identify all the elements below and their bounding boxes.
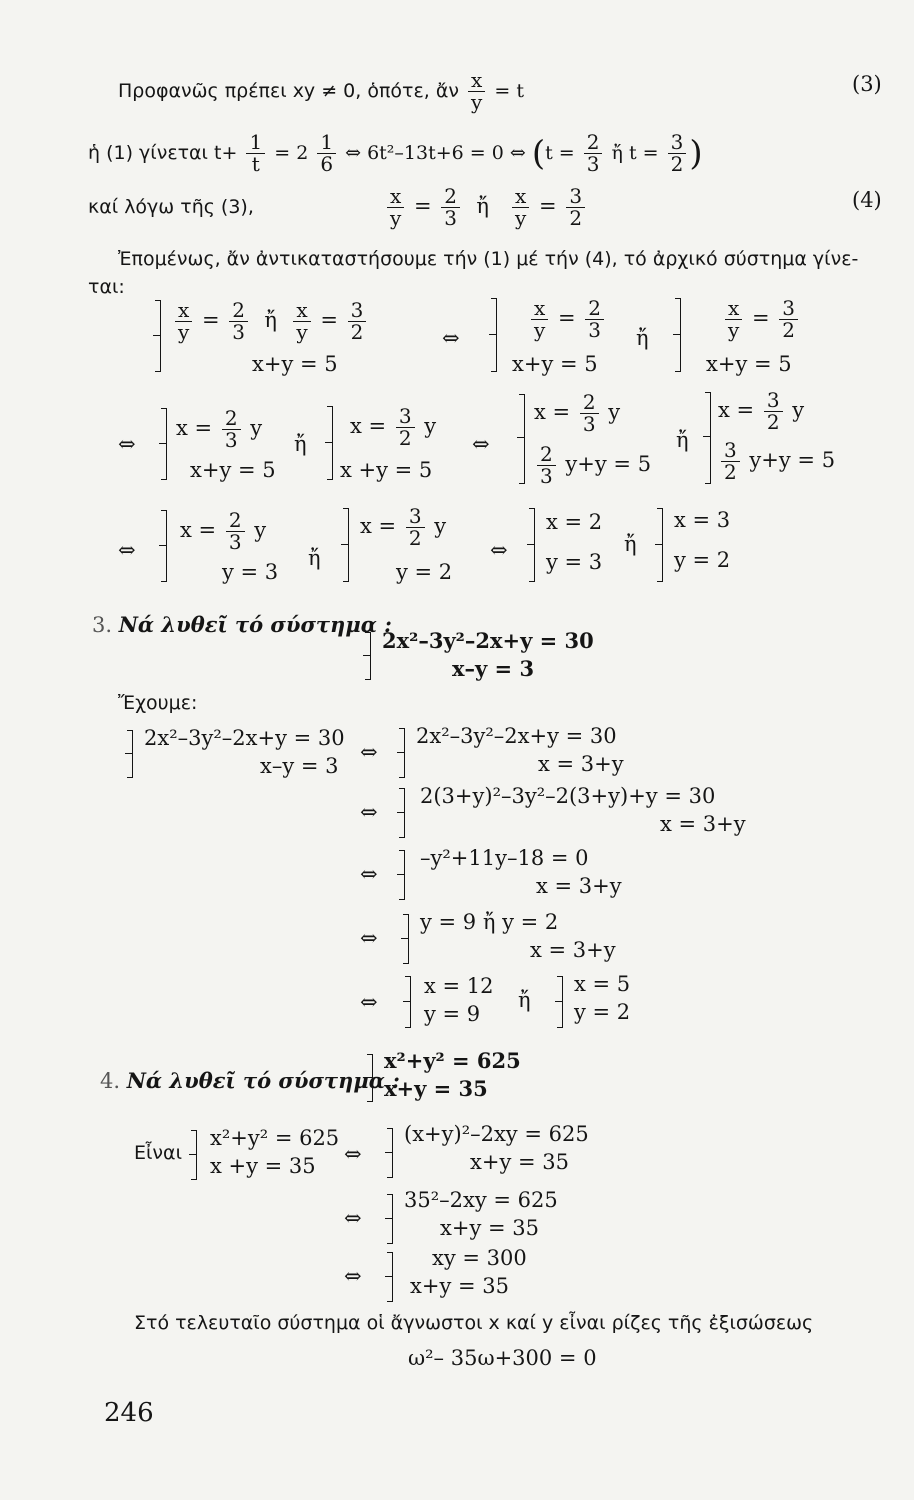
fraction-3-over-2: $\frac{3}{2}$ [668,132,687,175]
ex3-step6-row4: y = 2 [574,1000,631,1024]
y-var: y [424,414,437,438]
sys3-b-row2: y = 2 [396,560,453,584]
final-equation: ω²– 35ω+300 = 0 [408,1346,597,1370]
y-var: y [792,398,805,422]
ex4-step1-row1: x²+y² = 625 [210,1126,340,1150]
fraction-3-over-2: $\frac{3}{2}$ [764,390,783,433]
sys2-d-row2 [718,440,835,483]
or-word: ἤ [308,546,321,570]
sys3-c-row1: x = 2 [546,510,603,534]
brace [196,1130,197,1180]
ex4-step2-row1: (x+y)²–2xy = 625 [404,1122,589,1146]
sys2-c-row1 [534,392,620,435]
equation-tag-4: (4) [852,188,882,212]
brace [370,632,371,680]
equation-tag-3: (3) [852,72,882,96]
exercise-number: 3. [92,613,113,637]
or-t-equals: ἤ t = [611,142,659,164]
exercise-title: Νά λυθεῖ τό σύστημα : [118,612,392,637]
iff-symbol: ⇔ [344,1264,362,1288]
fraction-3-over-2: $\frac{3}{2}$ [721,440,740,483]
sys3-d-row2: y = 2 [674,548,731,572]
sys2-c-row2 [534,444,651,487]
fraction-x-over-y: $\frac{x}{y}$ [468,70,485,113]
fraction-1-over-6: $\frac{1}{6}$ [317,132,336,175]
ex4-step3-row2: x+y = 35 [440,1216,539,1240]
ex3-step3-row1: 2(3+y)²–3y²–2(3+y)+y = 30 [420,784,716,808]
sys3-a-row1 [180,510,266,553]
fraction-x-over-y: $\frac{x}{y}$ [175,300,192,343]
brace [662,508,663,582]
ex3-step5-row2: x = 3+y [530,938,616,962]
ex4-eq2: x+y = 35 [384,1076,488,1101]
final-sentence: Στό τελευταῖο σύστημα οἱ ἄγνωστοι x καί y εἶναι ρίζες τῆς ἐξισώσεως [134,1312,814,1334]
sys3-c-row2: y = 3 [546,550,603,574]
iff-symbol: ⇔ [344,1142,362,1166]
fraction-2-over-3: $\frac{2}{3}$ [229,300,248,343]
or-word: ἤ [624,532,637,556]
brace [404,728,405,778]
sys1-c-row2: x+y = 5 [706,352,792,376]
equation-text: y+y = 5 [565,452,652,476]
or-word: ἤ [676,428,689,452]
fraction-2-over-3: $\frac{2}{3}$ [585,298,604,341]
fraction-2-over-3: $\frac{2}{3}$ [226,510,245,553]
fraction-3-over-2: $\frac{3}{2}$ [406,506,425,549]
quadratic-in-t: ⇔ 6t²–13t+6 = 0 ⇔ [345,142,526,164]
equals-2: = 2 [274,142,309,164]
fraction-x-over-y: $\frac{x}{y}$ [725,298,742,341]
iff-symbol: ⇔ [118,538,136,562]
t-equals: t = [545,142,581,164]
ex3-eq1: 2x²–3y²–2x+y = 30 [382,628,594,653]
fraction-x-over-y-2: $\frac{x}{y}$ [293,300,310,343]
x-equals: x = [534,400,571,424]
brace [524,394,525,484]
brace [408,914,409,964]
ex4-step4-row2: x+y = 35 [410,1274,509,1298]
ex3-step6-row2: y = 9 [424,1002,481,1026]
brace [160,300,161,372]
fraction-2-over-3: $\frac{2}{3}$ [580,392,599,435]
sys3-a-row2: y = 3 [222,560,279,584]
sys2-b-row1 [350,406,436,449]
line5-text: ται: [88,276,125,298]
brace [410,976,411,1028]
fraction-3-over-2: $\frac{3}{2}$ [396,406,415,449]
close-paren: ) [689,133,703,174]
brace [166,408,167,480]
ex3-step2-row2: x = 3+y [538,752,624,776]
fraction-2-over-3: $\frac{2}{3}$ [584,132,603,175]
x-equals: x = [176,416,213,440]
brace [372,1054,373,1102]
have-label: Ἔχουμε: [118,692,198,714]
brace [348,508,349,582]
ex4-eq1: x²+y² = 625 [384,1048,521,1073]
sys1-b-row2: x+y = 5 [512,352,598,376]
sys1-b-row1: $\frac{x}{y}$ = $\frac{2}{3}$ [528,298,607,341]
y-var: y [254,518,267,542]
iff-symbol: ⇔ [360,926,378,950]
ex3-step1-row1: 2x²–3y²–2x+y = 30 [144,726,345,750]
brace [332,406,333,480]
ex3-step1-row2: x–y = 3 [260,754,339,778]
ex4-step2-row2: x+y = 35 [470,1150,569,1174]
brace [496,298,497,372]
equals: = [414,194,432,218]
brace [392,1194,393,1244]
ex3-step3-row2: x = 3+y [660,812,746,836]
open-paren: ( [531,133,546,174]
iff-symbol: ⇔ [344,1206,362,1230]
brace [710,392,711,484]
brace [562,976,563,1028]
ex3-step4-row2: x = 3+y [536,874,622,898]
brace [534,508,535,582]
intro-line-2 [88,132,703,175]
iff-symbol: ⇔ [360,740,378,764]
equals-t: = t [494,80,524,102]
iff-symbol: ⇔ [118,432,136,456]
fraction-2-over-3: $\frac{2}{3}$ [537,444,556,487]
ex4-step3-row1: 35²–2xy = 625 [404,1188,558,1212]
x-equals: x = [360,514,397,538]
x-equals: x = [180,518,217,542]
line4-text: Ἐπομένως, ἄν ἀντικαταστήσουμε τήν (1) μέ τήν (4), τό ἀρχικό σύστημα γίνε- [118,248,859,270]
ex3-step2-row1: 2x²–3y²–2x+y = 30 [416,724,617,748]
brace [392,1128,393,1178]
x-equals: x = [718,398,755,422]
line2-text: ἡ (1) γίνεται t+ [88,142,238,164]
ex4-step1-row2: x +y = 35 [210,1154,316,1178]
equals-2: = [539,194,557,218]
sys3-b-row1 [360,506,446,549]
iff-symbol: ⇔ [360,800,378,824]
ex3-eq2: x–y = 3 [452,656,535,681]
sys1-c-row1: $\frac{x}{y}$ = $\frac{3}{2}$ [722,298,801,341]
exercise-3-heading [92,612,392,637]
x-equals: x = [350,414,387,438]
equation-text: y+y = 5 [749,448,836,472]
sys2-b-row2: x +y = 5 [340,458,433,482]
equals: = [202,308,220,332]
or-word: ἤ [264,308,277,332]
fraction-3-over-2: $\frac{3}{2}$ [779,298,798,341]
sys1-a-row2: x+y = 5 [252,352,338,376]
sys2-a-row2: x+y = 5 [190,458,276,482]
fraction-x-over-y: $\frac{x}{y}$ [387,186,404,229]
intro-text: Προφανῶς πρέπει xy ≠ 0, ὁπότε, ἄν [118,80,459,102]
y-var: y [250,416,263,440]
sys2-d-row1 [718,390,804,433]
iff-symbol: ⇔ [472,432,490,456]
brace [680,298,681,372]
ex3-step6-row1: x = 12 [424,974,494,998]
iff-symbol: ⇔ [490,538,508,562]
brace [392,1252,393,1302]
exercise-number: 4. [100,1069,121,1093]
brace [132,730,133,778]
fraction-3-over-2: $\frac{3}{2}$ [566,186,585,229]
brace [166,510,167,582]
ex4-step4-row1: xy = 300 [432,1246,527,1270]
sys1-a-row1 [172,300,369,343]
equals-2: = [320,308,338,332]
or-word: ἤ [476,194,489,218]
iff-symbol: ⇔ [442,326,460,350]
intro-word: Εἶναι [134,1142,183,1164]
ex3-step6-row3: x = 5 [574,972,631,996]
or-word: ἤ [294,432,307,456]
ex3-step5-row1: y = 9 ἤ y = 2 [420,910,559,934]
intro-line-1 [118,70,524,113]
exercise-4-heading [100,1068,400,1093]
fraction-2-over-3: $\frac{2}{3}$ [222,408,241,451]
sys3-d-row1: x = 3 [674,508,731,532]
brace [404,850,405,900]
sys2-a-row1 [176,408,262,451]
fraction-2-over-3: $\frac{2}{3}$ [441,186,460,229]
iff-symbol: ⇔ [360,990,378,1014]
line3-equations [384,186,588,229]
page-number: 246 [104,1398,154,1428]
fraction-x-over-y-2: $\frac{x}{y}$ [512,186,529,229]
fraction-1-over-t: $\frac{1}{t}$ [246,132,265,175]
iff-symbol: ⇔ [360,862,378,886]
brace [404,788,405,838]
line3-text: καί λόγω τῆς (3), [88,196,254,218]
or-word: ἤ [636,326,649,350]
fraction-3-over-2: $\frac{3}{2}$ [348,300,367,343]
fraction-x-over-y: $\frac{x}{y}$ [531,298,548,341]
exercise-title: Νά λυθεῖ τό σύστημα : [126,1068,400,1093]
or-word: ἤ [518,988,531,1012]
y-var: y [608,400,621,424]
y-var: y [434,514,447,538]
ex3-step4-row1: –y²+11y–18 = 0 [420,846,589,870]
